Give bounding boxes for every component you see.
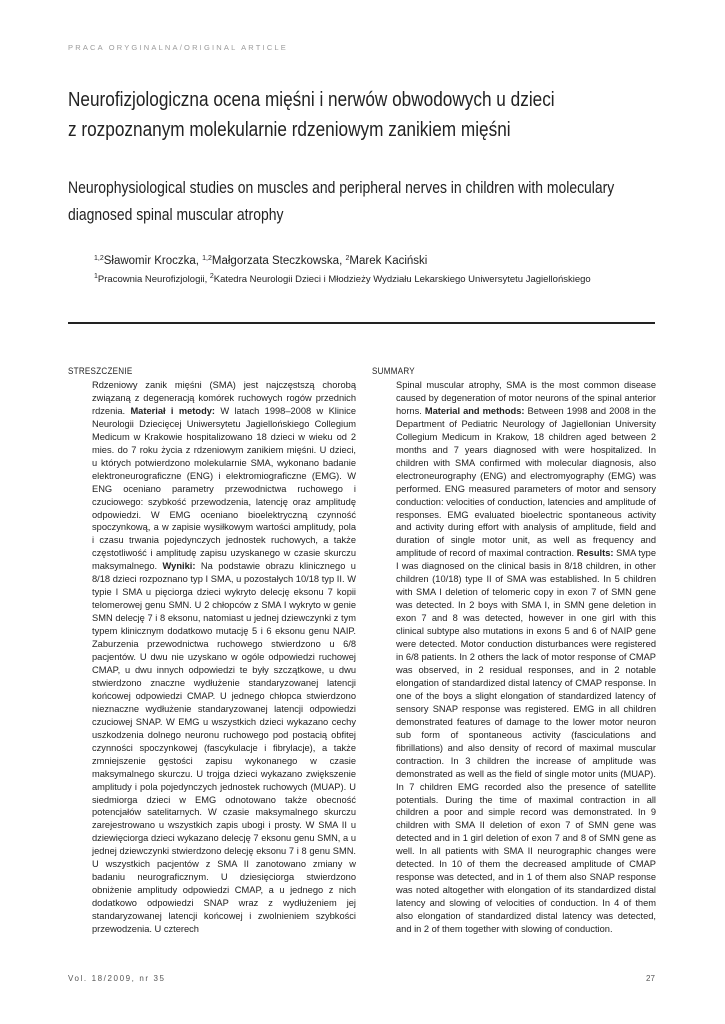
author1-name: Sławomir Kroczka, [103, 255, 203, 267]
summary-heading: SUMMARY [372, 366, 415, 377]
title-polish-line1: Neurofizjologiczna ocena mięśni i nerwów obwodowych u dzieci [68, 89, 555, 111]
title-polish-line2: z rozpoznanym molekularnie rdzeniowym zanikiem mięśni [68, 119, 511, 141]
page-number: 27 [646, 974, 655, 983]
affil1-sup: 1 [94, 273, 98, 280]
title-english-line2: diagnosed spinal muscular atrophy [68, 205, 284, 224]
streszczenie-methods-text: W latach 1998–2008 w Klinice Neurologii Dziecięcej Uniwersytetu Jagiellońskiego Collegium Medicum w Krakowie hospitalizowano 18 dzieci w wieku od 2 mies. do 7 roku życia z rdzeniowym zanikiem mięśni. U dzieci, u których potwierdzono molekularnie SMA, wykonano badanie elektroneurograficzne (ENG) i elektromiograficzne (EMG). W ENG oceniano parametry przewodnictwa ruchowego i czuciowego: szybkość przewodzenia, latencję oraz amplitudę odpowiedzi. W EMG oceniano bioelektryczną czynność spoczynkową, a w zapisie wysiłkowym wartości amplitudy, pola i czasu trwania pojedynczych jednostek ruchowych, a także częstotliwość i amplitudę zapisu uzyskanego w czasie skurczu maksymalnego. [92, 405, 356, 572]
summary-intro: Spinal muscular atrophy, SMA is the most common disease caused by degeneration of motor neurons of the spinal anterior horns. [396, 380, 656, 416]
summary-results-label: Results: [576, 548, 614, 559]
summary-paragraph [396, 379, 656, 936]
author1-sup: 1,2 [94, 255, 104, 262]
affil1-text: Pracownia Neurofizjologii, [97, 274, 210, 285]
author3-sup: 2 [345, 255, 350, 262]
streszczenie-body [92, 379, 356, 936]
streszczenie-paragraph [92, 379, 356, 936]
affil2-sup: 2 [209, 273, 214, 280]
author3-name: Marek Kaciński [349, 255, 428, 267]
journal-issue: Vol. 18/2009, nr 35 [68, 974, 166, 983]
header-divider [68, 322, 655, 324]
affil2-text: Katedra Neurologii Dzieci i Młodzieży Wydziału Lekarskiego Uniwersytetu Jagiellońskiego [213, 274, 591, 285]
summary-body [396, 379, 656, 936]
streszczenie-results-text: Na podstawie obrazu klinicznego u 8/18 dzieci rozpoznano typ I SMA, u pozostałych 10/18 typ II. W typie I SMA u pięciorga dzieci wykryto delecję eksonu 7 kopii telomerowej genu SMN. U 2 chłopców z SMA I wykryto w genie SMN delecję 7 i 8 eksonu, natomiast u jednej dziewczynki z tym typem klinicznym dodatkowo mutację 5 i 6 eksonu genu NAIP. Zaburzenia przewodnictwa ruchowego stwierdzono u 6/8 pacjentów. U dwu nie uzyskano w ogóle odpowiedzi ruchowej CMAP, u dwu innych odpowiedzi te były szczątkowe, u dwu stwierdzono znaczne wydłużenie standaryzowanej latencji końcowej odpowiedzi CMAP. U jednego chłopca stwierdzono nieznaczne wydłużenie standaryzowanej latencji odpowiedzi czuciowej SNAP. W EMG u wszystkich dzieci wykazano cechy uszkodzenia dolnego neuronu ruchowego pod postacią obfitej czynności spoczynkowej (fascykulacje i fibrylacje), a także zmniejszenie gęstości zapisu wykonanego w czasie maksymalnego skurczu. U trojga dzieci wykazano zwiększenie amplitudy i pola pojedynczych jednostek ruchowych (MUAP). U siedmiorga dzieci w EMG odnotowano także obecność potencjałów satelitarnych. W czasie maksymalnego skurczu zarejestrowano u wszystkich zapis ubogi i prosty. W SMA II u dziewięciorga dzieci wykazano delecję 7 eksonu genu SMN, a u jednej dziewczynki stwierdzono delecję eksonu 7 i 8 genu SMN. U wszystkich pacjentów z SMA II zanotowano zmiany w badaniu neurograficznym. U dziesięciorga stwierdzono obniżenie amplitudy odpowiedzi CMAP, a u jednego z nich dodatkowo odpowiedzi SNAP wraz z wydłużeniem jej standaryzowanej latencji końcowej i zwolnieniem szybkości przewodzenia. U czterech [92, 561, 356, 935]
title-polish [68, 85, 584, 145]
streszczenie-intro: Rdzeniowy zanik mięśni (SMA) jest najczęstszą chorobą związaną z degeneracją komórek ruchowych rogów przednich rdzenia. [92, 380, 356, 416]
author2-name: Małgorzata Steczkowska, [211, 255, 346, 267]
summary-results-text: SMA type I was diagnosed on the clinical basis in 8/18 children, in other children (10/18) type II of SMA was established. In 5 children with SMA I deletion of telomeric copy in exon 7 of SMN gene was detected. In 2 boys with SMA I, in SMN gene deletion in exon 7 and 8 was detected, however in one girl with this clinical subtype also mutations in exons 5 and 6 of NAIP gene were detected. Motor conduction disturbances were registered in 6/8 patients. In 2 others the lack of motor response of CMAP was observed, in 2 residual responses, and in 2 notable elongation of standardized distal latency of CMAP response. In one of the boys a slight elongation of standardized latency of sensory SNAP response was registered. EMG in all children demonstrated features of damage to the lower motor neuron sub form of spontaneous activity (fasciculations and fibrillations) and also density of record of maximal muscular contraction. In 3 children the increase of amplitude was demonstrated as well as the field of single motor units (MUAP). In 7 children EMG recorded also the presence of satellite potentials. During the time of maximal contraction in all children a poor and simple record was demonstrated. In 9 children with SMA II deletion of exon 7 of SMN gene was detected and in 1 girl deletion of exon 7 and 8 of SMN gene as well. In all patients with SMA II neurographic changes were detected. In 10 of them the decreased amplitude of CMAP response was detected, and in 1 of them also SNAP response was noted altogether with elongation of its standardized distal latency and slowing of velocities of conduction. In 4 of them also elongation of standardized distal latency was detected, and in 2 of them together with slowing of conduction. [396, 548, 657, 935]
title-english [68, 174, 675, 228]
streszczenie-methods-label: Materiał i metody: [130, 405, 216, 416]
title-english-line1: Neurophysiological studies on muscles and peripheral nerves in children with moleculary [68, 178, 615, 197]
summary-methods-label: Material and methods: [424, 405, 525, 416]
authors-line [94, 255, 427, 267]
article-type-kicker: PRACA ORYGINALNA/ORIGINAL ARTICLE [68, 43, 289, 52]
streszczenie-heading: STRESZCZENIE [68, 366, 133, 377]
streszczenie-results-label: Wyniki: [162, 561, 196, 572]
summary-methods-text: Between 1998 and 2008 in the Department of Pediatric Neurology of Jagiellonian University Collegium Medicum in Krakow, 18 children aged between 2 months and 7 years diagnosed with were hospitalized. In children with SMA confirmed with molecular diagnosis, also electroneurography (ENG) and electromyography (EMG) was performed. ENG measured parameters of motor and sensory conduction: velocities of conduction, latencies and amplitude of responses. EMG evaluated bioelectric spontaneous activity and activity during effort with analysis of amplitude, field and duration of single motor unit, as well as frequency and amplitude of record of maximal contraction. [396, 405, 657, 559]
author2-sup: 1,2 [202, 255, 212, 262]
affiliations-line [94, 273, 591, 285]
